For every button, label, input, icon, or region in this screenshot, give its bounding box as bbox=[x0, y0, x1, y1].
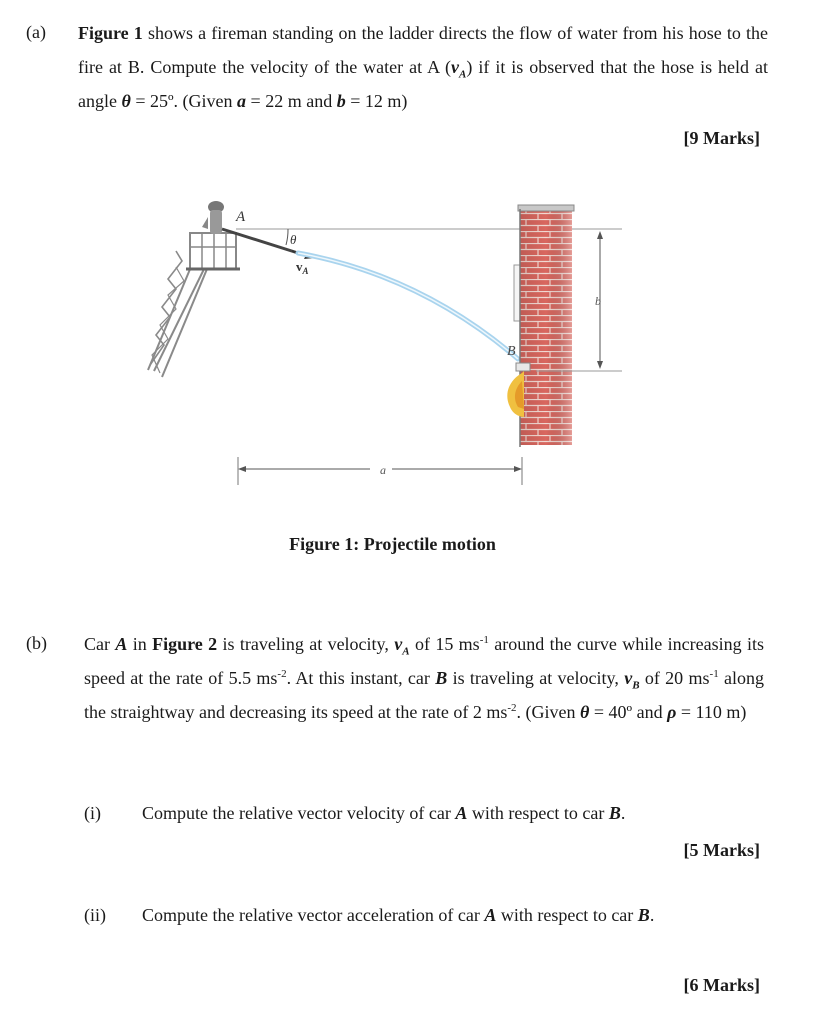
sub-question-ii-text: Compute the relative vector acceleration of car A with respect to car B. bbox=[142, 905, 655, 925]
sub-question-i-text: Compute the relative vector velocity of car A with respect to car B. bbox=[142, 803, 626, 823]
part-a-question: Figure 1 shows a fireman standing on the ladder directs the flow of water from his hose to the fire at B. Compute the velocity of the water at A $(v_A)$ if it is observed that the hose is held at angle θ = 25º. (Given a = 22 m and b = 12 m) bbox=[78, 23, 768, 111]
figure-1-caption: Figure 1: Projectile motion bbox=[289, 534, 496, 554]
theta-label: θ bbox=[290, 232, 297, 247]
water-stream bbox=[298, 253, 518, 359]
part-a-marks: [9 Marks] bbox=[683, 128, 760, 148]
figure-1-diagram bbox=[130, 195, 640, 495]
part-b-label: (b) bbox=[26, 633, 47, 653]
var-v: v bbox=[451, 57, 460, 77]
theta-symbol: θ bbox=[121, 91, 131, 111]
part-b-question: Car A in Figure 2 is traveling at velocity, $v_A$ of 15 $ms^{-1}$ around the curve while increasing its speed at the rate of 5.5 $ms^{-2}$. At this instant, car B is traveling at velocity, $v_B$ of 20 $ms^{-1}$ along the straightway and decreasing its speed at the rate of 2 $ms^{-2}$. (Given θ = 40º and ρ = 110 m) bbox=[84, 634, 765, 722]
b-dimension-label: b bbox=[595, 294, 601, 308]
theta-arc bbox=[286, 229, 288, 245]
sub-question-i-marks: [5 Marks] bbox=[683, 840, 760, 860]
figure-2-reference: Figure 2 bbox=[152, 634, 218, 654]
fireman-figure bbox=[202, 201, 224, 234]
figure-1-reference: Figure 1 bbox=[78, 23, 143, 43]
sub-question-i-label: (i) bbox=[84, 803, 101, 823]
point-b-label: B bbox=[507, 344, 516, 359]
point-a-label: A bbox=[236, 209, 246, 225]
fireman-basket bbox=[186, 233, 240, 269]
sub-question-ii-label: (ii) bbox=[84, 905, 106, 925]
velocity-va-label: $v_A$ bbox=[296, 259, 309, 276]
sub-question-ii-marks: [6 Marks] bbox=[683, 975, 760, 995]
a-dimension-label: a bbox=[380, 463, 386, 477]
part-a-label: (a) bbox=[26, 22, 46, 42]
